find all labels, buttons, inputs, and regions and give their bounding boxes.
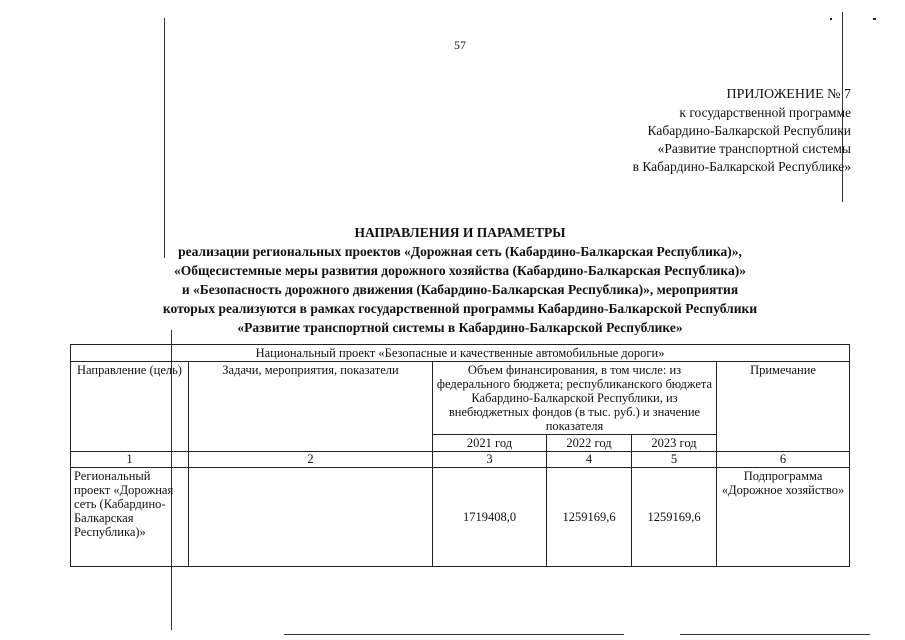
column-number: 1 [71, 452, 189, 468]
scan-artifact-dot [830, 18, 832, 20]
appendix-line: Кабардино-Балкарской Республики [647, 123, 851, 138]
heading-line: «Общесистемные меры развития дорожного хозяйства (Кабардино-Балкарская Республика)» [174, 263, 746, 278]
heading-line: и «Безопасность дорожного движения (Кабардино-Балкарская Республика)», мероприятия [181, 282, 739, 297]
row-tasks [189, 468, 433, 567]
scan-artifact-line [680, 634, 870, 635]
column-number: 6 [717, 452, 850, 468]
scan-artifact-line [284, 634, 624, 635]
row-value-2021: 1719408,0 [433, 468, 547, 567]
appendix-title: ПРИЛОЖЕНИЕ № 7 [726, 87, 851, 102]
table-row [71, 468, 850, 567]
heading-line: которых реализуются в рамках государственной программы Кабардино-Балкарской Республики [162, 301, 758, 316]
heading-title: НАПРАВЛЕНИЯ И ПАРАМЕТРЫ [354, 225, 566, 240]
appendix-block [633, 86, 851, 176]
scan-artifact-dot [873, 18, 876, 20]
appendix-line: в Кабардино-Балкарской Республике» [632, 159, 851, 174]
heading-line: «Развитие транспортной системы в Кабардино-Балкарской Республике» [237, 320, 683, 335]
column-number: 5 [632, 452, 717, 468]
header-year-2023: 2023 год [632, 435, 717, 452]
row-note: Подпрограмма «Дорожное хозяйство» [717, 468, 850, 567]
column-number: 4 [547, 452, 632, 468]
national-project-title: Национальный проект «Безопасные и качественные автомобильные дороги» [71, 345, 850, 362]
header-year-2021: 2021 год [433, 435, 547, 452]
document-heading [90, 223, 830, 337]
column-number-row [71, 452, 850, 468]
scan-artifact-line [164, 18, 165, 258]
parameters-table [70, 344, 850, 567]
row-value-2022: 1259169,6 [547, 468, 632, 567]
heading-line: реализации региональных проектов «Дорожная сеть (Кабардино-Балкарская Республика)», [178, 244, 742, 259]
row-direction: Региональный проект «Дорожная сеть (Кабардино-Балкарская Республика)» [71, 468, 189, 567]
header-direction: Направление (цель) [71, 362, 189, 452]
column-number: 3 [433, 452, 547, 468]
appendix-line: к государственной программе [679, 105, 851, 120]
row-value-2023: 1259169,6 [632, 468, 717, 567]
header-tasks: Задачи, мероприятия, показатели [189, 362, 433, 452]
header-note: Примечание [717, 362, 850, 452]
page-number: 57 [454, 38, 466, 52]
header-financing: Объем финансирования, в том числе: из федерального бюджета; республиканского бюджета Кабардино-Балкарской Республики, из внебюджетных фондов (в тыс. руб.) и значение показателя [433, 362, 717, 435]
appendix-line: «Развитие транспортной системы [657, 141, 851, 156]
column-number: 2 [189, 452, 433, 468]
header-year-2022: 2022 год [547, 435, 632, 452]
